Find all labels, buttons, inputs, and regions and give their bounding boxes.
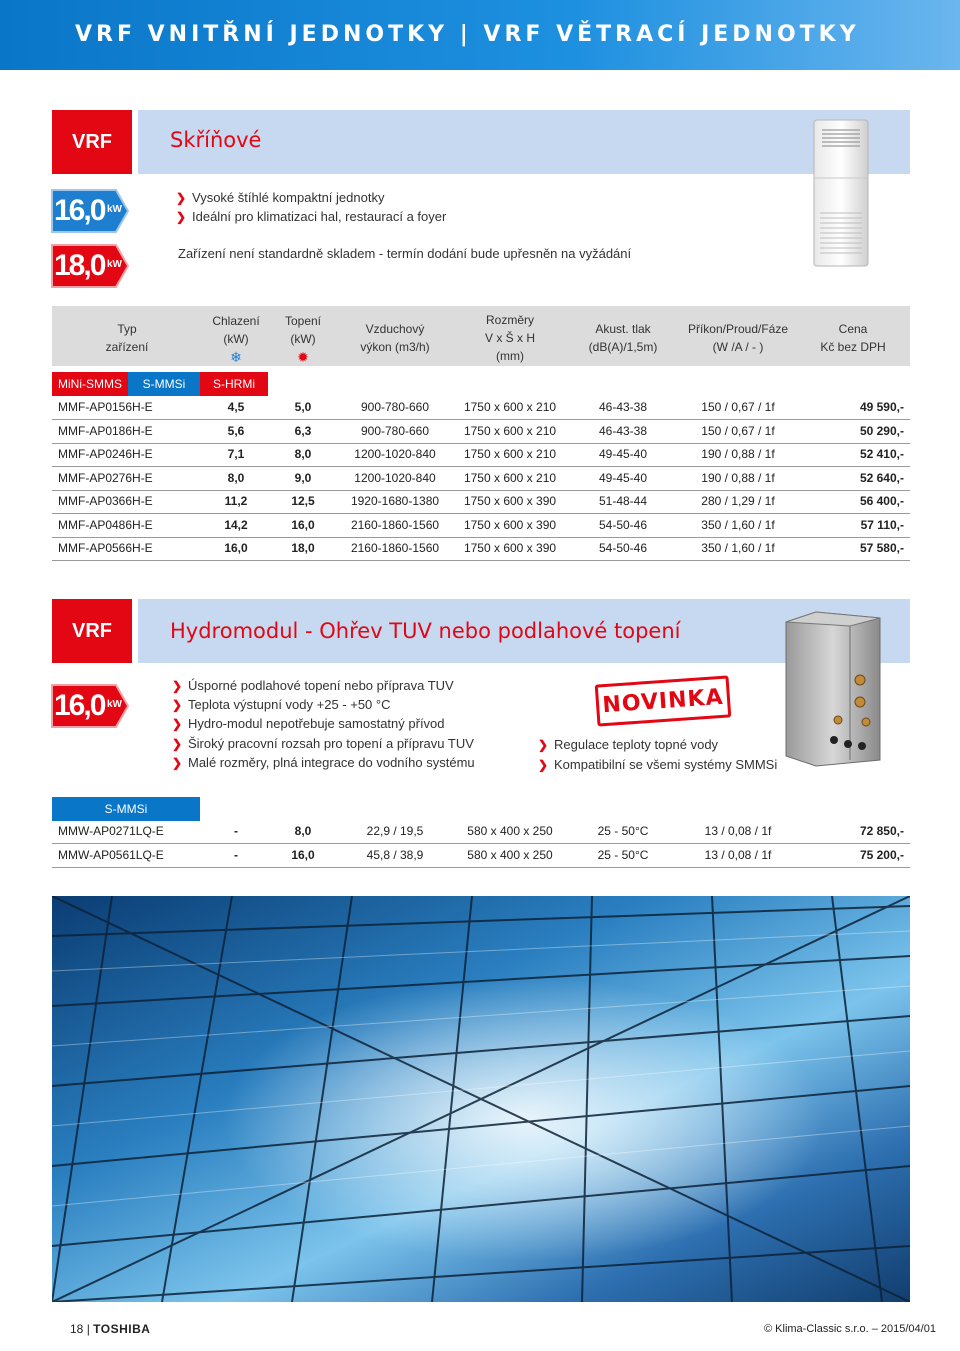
feature-bullet: ❯ Regulace teploty topné vody bbox=[538, 737, 719, 752]
table-cell: 350 / 1,60 / 1f bbox=[701, 541, 775, 555]
table-cell: 8,0 bbox=[227, 470, 245, 485]
table-row bbox=[52, 420, 910, 444]
chevron-right-icon: ❯ bbox=[538, 757, 549, 772]
table-cell: 72 850,- bbox=[859, 824, 904, 838]
table-cell: - bbox=[234, 847, 238, 862]
table-cell: 5,6 bbox=[227, 423, 245, 438]
vrf-tag: VRF bbox=[52, 110, 132, 174]
feature-bullet: ❯ Teplota výstupní vody +25 - +50 °C bbox=[172, 697, 391, 712]
series-tab-mini-smms: MiNi-SMMS bbox=[52, 372, 128, 396]
hydro-module-unit-icon bbox=[776, 610, 888, 768]
table-cell: 52 640,- bbox=[859, 470, 904, 485]
chevron-right-icon: ❯ bbox=[176, 209, 187, 224]
table-cell: 190 / 0,88 / 1f bbox=[701, 447, 775, 461]
table-cell: 49 590,- bbox=[859, 400, 904, 414]
table-cell: 51-48-44 bbox=[598, 494, 648, 508]
series-tab-s-mmsi: S-MMSi bbox=[52, 797, 200, 821]
table-row bbox=[52, 514, 910, 538]
table-cell: 12,5 bbox=[291, 494, 315, 508]
table-cell: MMF-AP0276H-E bbox=[58, 470, 153, 485]
col-akust: Akust. tlak (dB(A)/1,5m) bbox=[588, 322, 658, 354]
table-cell: 25 - 50°C bbox=[597, 824, 649, 838]
table-cell: 16,0 bbox=[291, 517, 315, 532]
series-tab-s-mmsi: S-MMSi bbox=[128, 372, 200, 396]
table-cell: 1750 x 600 x 390 bbox=[463, 494, 557, 508]
table-cell: 350 / 1,60 / 1f bbox=[701, 517, 775, 532]
table-row bbox=[52, 844, 910, 868]
table-cell: 11,2 bbox=[224, 494, 248, 508]
table-cell: 13 / 0,08 / 1f bbox=[704, 847, 772, 862]
section-title: Hydromodul - Ohřev TUV nebo podlahové topení bbox=[170, 619, 681, 643]
table-cell: 1750 x 600 x 210 bbox=[463, 423, 557, 438]
capacity-badge-16: 16,0 kW bbox=[50, 683, 130, 729]
table-cell: 1750 x 600 x 390 bbox=[463, 541, 557, 555]
table-cell: 8,0 bbox=[294, 824, 312, 838]
toshiba-logo: TOSHIBA bbox=[93, 1322, 151, 1336]
table-cell: MMW-AP0271LQ-E bbox=[58, 824, 164, 838]
novinka-stamp: NOVINKA bbox=[595, 675, 732, 726]
table-cell: 190 / 0,88 / 1f bbox=[701, 470, 775, 485]
table-cell: 18,0 bbox=[291, 541, 315, 555]
table-cell: MMF-AP0366H-E bbox=[58, 494, 153, 508]
table-cell: 46-43-38 bbox=[598, 423, 648, 438]
chevron-right-icon: ❯ bbox=[172, 678, 183, 693]
table-cell: 1750 x 600 x 210 bbox=[463, 470, 557, 485]
floor-standing-unit-icon bbox=[810, 118, 872, 268]
table-cell: MMF-AP0246H-E bbox=[58, 447, 153, 461]
table-cell: 50 290,- bbox=[859, 423, 904, 438]
table-cell: 2160-1860-1560 bbox=[350, 541, 440, 555]
table-row bbox=[52, 443, 910, 467]
chevron-right-icon: ❯ bbox=[172, 736, 183, 751]
table-cell: 16,0 bbox=[224, 541, 248, 555]
table-cell: 1750 x 600 x 210 bbox=[463, 447, 557, 461]
table-row bbox=[52, 820, 910, 844]
feature-bullet: ❯ Ideální pro klimatizaci hal, restaurací a foyer bbox=[176, 209, 447, 224]
col-vzduch: Vzduchový výkon (m3/h) bbox=[360, 322, 430, 354]
series-tab-s-hrmi: S-HRMi bbox=[200, 372, 268, 396]
col-typ: Typ zařízení bbox=[105, 322, 149, 354]
table-cell: 57 580,- bbox=[859, 541, 904, 555]
table-row bbox=[52, 396, 910, 420]
table-cell: 150 / 0,67 / 1f bbox=[701, 423, 775, 438]
table-cell: 57 110,- bbox=[860, 517, 904, 532]
table-cell: 46-43-38 bbox=[598, 400, 648, 414]
chevron-right-icon: ❯ bbox=[176, 190, 187, 205]
chevron-right-icon: ❯ bbox=[538, 737, 549, 752]
table-cell: 9,0 bbox=[294, 470, 312, 485]
table-cell: 580 x 400 x 250 bbox=[467, 824, 553, 838]
table-cell: 150 / 0,67 / 1f bbox=[701, 400, 775, 414]
table-cell: 8,0 bbox=[294, 447, 312, 461]
col-prikon: Příkon/Proud/Fáze (W /A / - ) bbox=[687, 322, 789, 354]
section-title: Skříňové bbox=[170, 128, 262, 152]
table-cell: 54-50-46 bbox=[598, 541, 648, 555]
chevron-right-icon: ❯ bbox=[172, 697, 183, 712]
table-cell: 49-45-40 bbox=[598, 447, 648, 461]
footer-page: 18 | TOSHIBA bbox=[70, 1322, 151, 1336]
table-cell: 56 400,- bbox=[859, 494, 904, 508]
feature-bullet: ❯ Malé rozměry, plná integrace do vodního systému bbox=[172, 755, 475, 770]
chevron-right-icon: ❯ bbox=[172, 755, 183, 770]
feature-bullet: ❯ Kompatibilní se všemi systémy SMMSi bbox=[538, 757, 778, 772]
feature-bullet: ❯ Hydro-modul nepotřebuje samostatný přívod bbox=[172, 716, 445, 731]
table-cell: 7,1 bbox=[227, 447, 245, 461]
table-row bbox=[52, 537, 910, 561]
table-cell: 16,0 bbox=[291, 847, 315, 862]
table-cell: 1200-1020-840 bbox=[354, 447, 436, 461]
vrf-tag: VRF bbox=[52, 599, 132, 663]
table-cell: 1750 x 600 x 390 bbox=[463, 517, 557, 532]
chevron-right-icon: ❯ bbox=[172, 716, 183, 731]
table-row bbox=[52, 467, 910, 491]
table-cell: 2160-1860-1560 bbox=[350, 517, 440, 532]
col-chlazeni: Chlazení (kW) ❄ bbox=[212, 314, 260, 365]
feature-bullet: ❯ Úsporné podlahové topení nebo příprava TUV bbox=[172, 678, 454, 693]
glass-roof-photo bbox=[52, 896, 910, 1302]
table-row bbox=[52, 490, 910, 514]
table-cell: 52 410,- bbox=[859, 447, 904, 461]
table-cell: 75 200,- bbox=[859, 847, 904, 862]
col-cena: Cena Kč bez DPH bbox=[820, 322, 886, 354]
table-cell: 13 / 0,08 / 1f bbox=[704, 824, 772, 838]
capacity-badge-18: 18,0 kW bbox=[50, 243, 130, 289]
table-cell: 280 / 1,29 / 1f bbox=[701, 494, 775, 508]
table-cell: 6,3 bbox=[294, 423, 312, 438]
table-cell: - bbox=[234, 824, 238, 838]
table-cell: 900-780-660 bbox=[360, 400, 430, 414]
sun-icon: ✹ bbox=[297, 349, 309, 365]
table-cell: 25 - 50°C bbox=[597, 847, 649, 862]
table-cell: 4,5 bbox=[227, 400, 245, 414]
table-cell: MMW-AP0561LQ-E bbox=[58, 847, 164, 862]
table-cell: 1920-1680-1380 bbox=[350, 494, 440, 508]
capacity-badge-16: 16,0 kW bbox=[50, 188, 130, 234]
page-header-title: VRF VNITŘNÍ JEDNOTKY | VRF VĚTRACÍ JEDNOTKY bbox=[75, 22, 860, 47]
table-cell: 49-45-40 bbox=[598, 470, 648, 485]
table-cell: 1750 x 600 x 210 bbox=[463, 400, 557, 414]
feature-bullet: ❯ Široký pracovní rozsah pro topení a přípravu TUV bbox=[172, 736, 474, 751]
table-cell: MMF-AP0566H-E bbox=[58, 541, 153, 555]
table-cell: 22,9 / 19,5 bbox=[366, 824, 424, 838]
col-topeni: Topení (kW) ✹ bbox=[284, 314, 322, 365]
table-cell: MMF-AP0186H-E bbox=[58, 423, 153, 438]
table-cell: MMF-AP0486H-E bbox=[58, 517, 153, 532]
table-cell: 5,0 bbox=[294, 400, 312, 414]
footer-copyright: © Klima-Classic s.r.o. – 2015/04/01 bbox=[764, 1323, 936, 1335]
table-cell: 900-780-660 bbox=[360, 423, 430, 438]
table-cell: 14,2 bbox=[224, 517, 248, 532]
table-cell: 45,8 / 38,9 bbox=[366, 847, 424, 862]
table-cell: 1200-1020-840 bbox=[354, 470, 436, 485]
table-cell: MMF-AP0156H-E bbox=[58, 400, 153, 414]
snowflake-icon: ❄ bbox=[230, 349, 242, 365]
availability-note: Zařízení není standardně skladem - termín dodání bude upřesněn na vyžádání bbox=[178, 246, 632, 261]
table-cell: 580 x 400 x 250 bbox=[467, 847, 553, 862]
feature-bullet: ❯ Vysoké štíhlé kompaktní jednotky bbox=[176, 190, 385, 205]
col-rozmery: Rozměry V x Š x H (mm) bbox=[484, 313, 536, 363]
table-cell: 54-50-46 bbox=[598, 517, 648, 532]
